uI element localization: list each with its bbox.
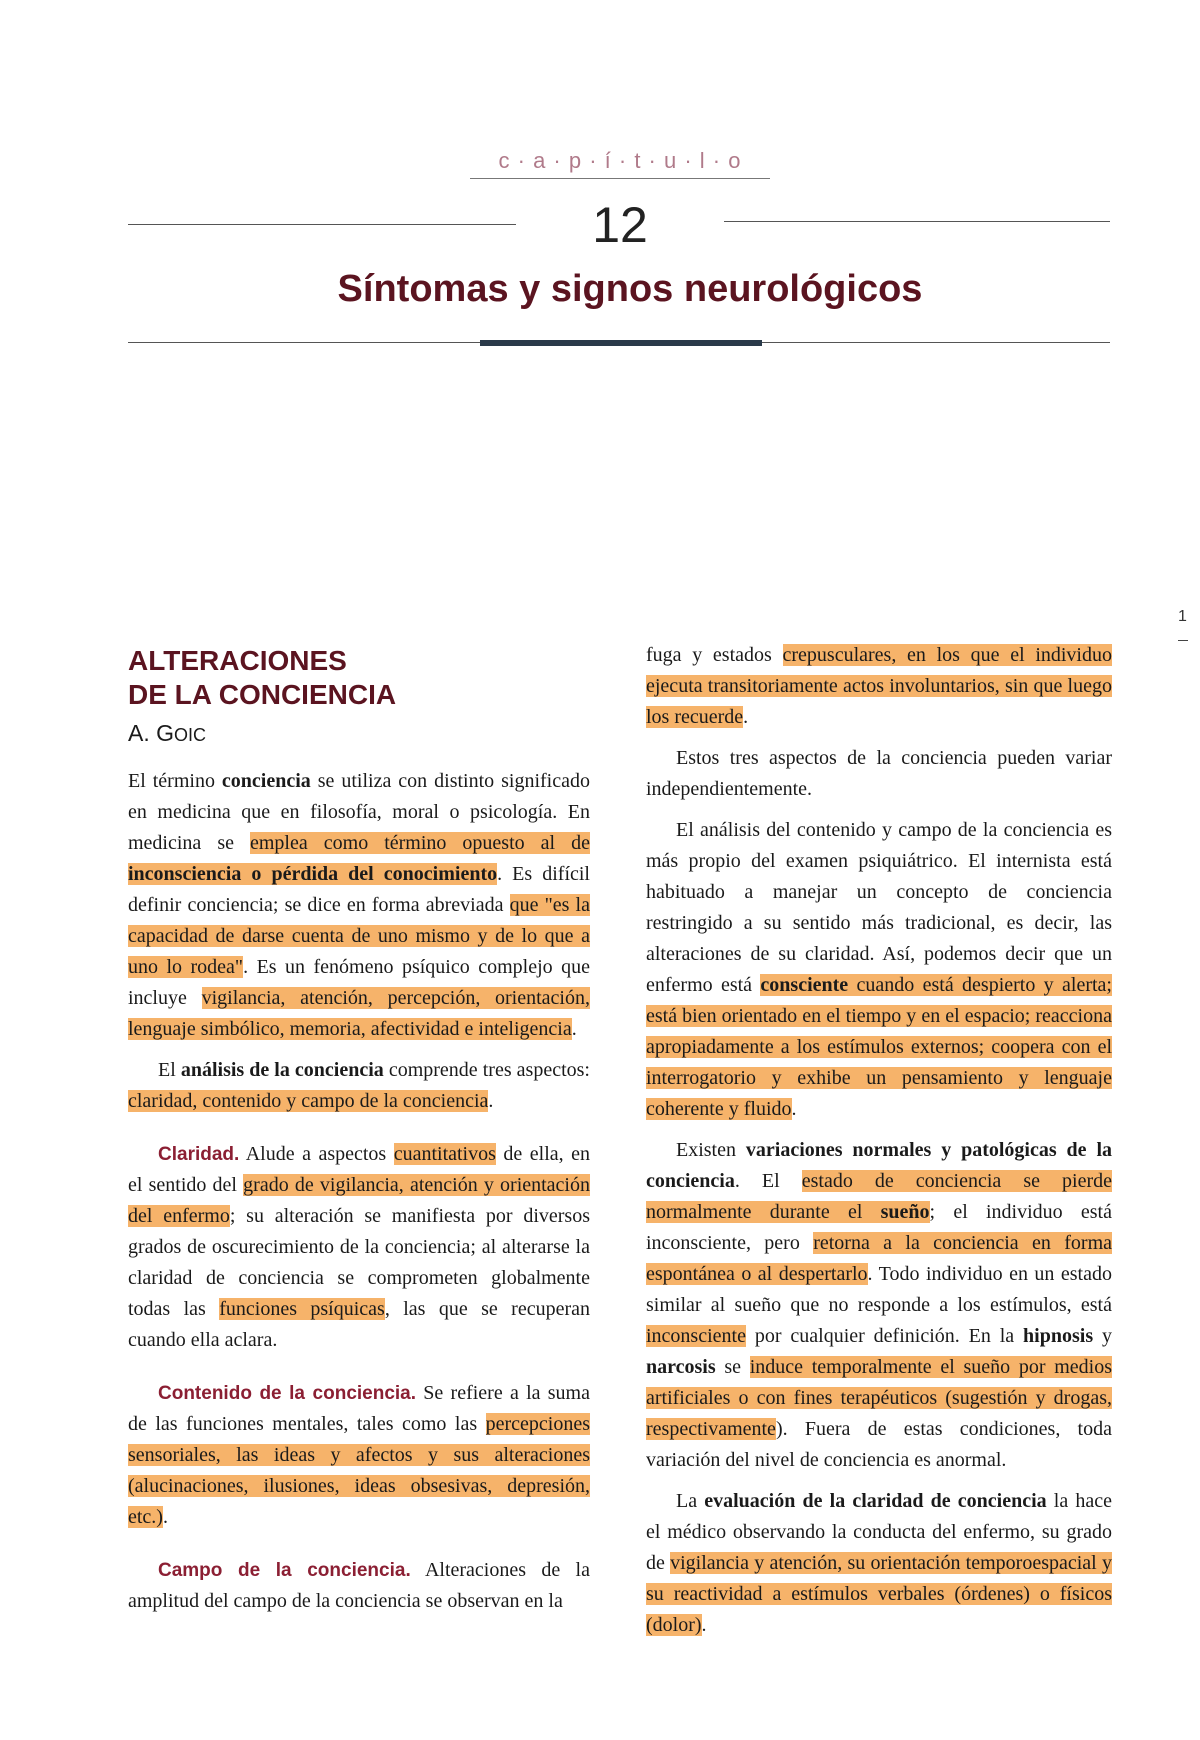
text: . — [571, 1018, 577, 1040]
header-rule-left — [128, 224, 516, 225]
highlight: estado de conciencia se pierde normalmente durante el — [646, 1170, 1112, 1223]
text: . — [162, 1506, 168, 1528]
bold-term: narcosis — [646, 1356, 716, 1378]
left-column — [128, 640, 590, 1627]
text: y — [1093, 1325, 1112, 1347]
highlight: retorna a la conciencia en forma espontánea o al despertarlo — [646, 1232, 1113, 1285]
highlight-bold: consciente — [760, 974, 849, 996]
section-author — [128, 718, 590, 750]
text: La — [676, 1490, 705, 1512]
text: ). Fuera de estas condiciones, toda variación del nivel de conciencia es anormal. — [646, 1418, 1112, 1471]
highlight: induce temporalmente el sueño por medios artificiales o con fines terapéuticos (sugestión y drogas, respectivamente — [646, 1356, 1112, 1440]
text: fuga y estados — [646, 644, 783, 666]
text: de ella, en el sentido del — [128, 1143, 591, 1196]
text: la hace el médico observando la conducta del enfermo, su grado de — [646, 1490, 1112, 1574]
chapter-label: c · a · p · í · t · u · l · o — [498, 148, 742, 173]
highlight-bold: sueño — [880, 1201, 930, 1223]
text: . Es un fenómeno psíquico complejo que incluye — [128, 956, 590, 1009]
text: por cualquier definición. En la — [745, 1325, 1024, 1347]
paragraph-internist — [646, 815, 1112, 1125]
text: Estos tres aspectos de la conciencia pueden variar independientemente. — [646, 747, 1112, 800]
highlight: percepciones sensoriales, las ideas y afectos y sus alteraciones (alucinaciones, ilusiones, ideas obsesivas, depresión, etc.) — [128, 1413, 590, 1528]
highlight: emplea como término opuesto al de — [250, 832, 590, 854]
text: Se refiere a la suma de las funciones mentales, tales como las — [128, 1382, 590, 1435]
text: . — [701, 1614, 707, 1636]
author-initial: A. G — [128, 720, 175, 746]
paragraph-aspects — [646, 743, 1112, 805]
highlight: vigilancia y atención, su orientación temporoespacial y su reactividad a estímulos verbales (órdenes) o físicos (dolor) — [646, 1552, 1112, 1636]
header-rule-right — [724, 221, 1110, 222]
text: El análisis del contenido y campo de la conciencia es más propio del examen psiquiátrico. El internista está habituado a manejar un concepto de conciencia restringido a su sentido más tradicional, es decir, las alteraciones de su claridad. Así, podemos decir que un enfermo está — [646, 819, 1112, 996]
text: Existen — [676, 1139, 746, 1161]
text: se utiliza con distinto significado en medicina que en filosofía, moral o psicología. En medicina se — [128, 770, 590, 854]
highlight: vigilancia, atención, percepción, orientación, lenguaje simbólico, memoria, afectividad e inteligencia — [128, 987, 590, 1040]
subheading-claridad: Claridad. — [158, 1144, 240, 1165]
highlight: inconsciente — [646, 1325, 746, 1347]
paragraph-analysis — [128, 1055, 590, 1117]
paragraph-contenido — [128, 1378, 590, 1533]
section-title-line2: DE LA CONCIENCIA — [128, 679, 397, 710]
paragraph-variations — [646, 1135, 1112, 1476]
bold-term: análisis de la conciencia — [180, 1059, 384, 1081]
section-title — [128, 644, 590, 712]
highlight: que "es la capacidad de darse cuenta de uno mismo y de lo que a uno lo rodea" — [128, 894, 590, 978]
margin-page-mark: 1 — [1178, 608, 1187, 625]
highlight: cuando está despierto y alerta; está bien orientado en el tiempo y en el espacio; reacciona apropiadamente a los estímulos externos; coopera con el interrogatorio y exhibe un pensamiento y lenguaje coherente y fluido — [646, 974, 1112, 1120]
highlight: claridad, contenido y campo de la conciencia — [128, 1090, 489, 1112]
text: ; el individuo está inconsciente, pero — [646, 1201, 1112, 1254]
text: se — [715, 1356, 750, 1378]
highlight: cuantitativos — [393, 1143, 496, 1165]
text: . — [488, 1090, 494, 1112]
paragraph-fuga — [646, 640, 1112, 733]
chapter-title: Síntomas y signos neurológicos — [337, 268, 923, 310]
text: . Todo individuo en un estado similar al sueño que no responde a los estímulos, está — [646, 1263, 1112, 1316]
bold-term: evaluación de la claridad de conciencia — [704, 1490, 1047, 1512]
subheading-campo: Campo de la conciencia. — [158, 1560, 411, 1581]
bold-term: conciencia — [221, 770, 311, 792]
section-title-line1: ALTERACIONES — [128, 645, 347, 676]
highlight-bold: inconsciencia o pérdida del conocimiento — [128, 863, 498, 885]
author-rest: OIC — [174, 725, 207, 745]
header-rule-accent-bar — [480, 340, 762, 346]
chapter-label-underline — [470, 178, 770, 179]
paragraph-claridad — [128, 1139, 590, 1356]
paragraph-evaluation — [646, 1486, 1112, 1641]
text: ; su alteración se manifiesta por diversos grados de oscurecimiento de la conciencia; al alterarse la claridad de conciencia se comprometen globalmente todas las — [128, 1205, 590, 1320]
text: El término — [128, 770, 222, 792]
text: . El — [734, 1170, 802, 1192]
highlight: crepusculares, en los que el individuo ejecuta transitoriamente actos involuntarios, sin que luego los recuerde — [646, 644, 1112, 728]
text: Alude a aspectos — [239, 1143, 394, 1165]
paragraph-campo — [128, 1555, 590, 1617]
right-column — [646, 640, 1112, 1651]
text: comprende tres aspectos: — [383, 1059, 590, 1081]
text: . — [791, 1098, 797, 1120]
text: . Es difícil definir conciencia; se dice en forma abreviada — [128, 863, 590, 916]
paragraph-definition — [128, 766, 590, 1045]
text: , las que se recuperan cuando ella aclara. — [128, 1298, 590, 1351]
margin-dash — [1178, 640, 1188, 641]
text: El — [158, 1059, 181, 1081]
text: Alteraciones de la amplitud del campo de la conciencia se observan en la — [128, 1559, 590, 1612]
bold-term: variaciones normales y patológicas de la conciencia — [646, 1139, 1112, 1192]
chapter-number: 12 — [592, 197, 648, 253]
highlight: grado de vigilancia, atención y orientación del enfermo — [128, 1174, 590, 1227]
text: . — [743, 706, 749, 728]
subheading-contenido: Contenido de la conciencia. — [158, 1383, 417, 1404]
highlight: funciones psíquicas — [219, 1298, 385, 1320]
bold-term: hipnosis — [1023, 1325, 1094, 1347]
